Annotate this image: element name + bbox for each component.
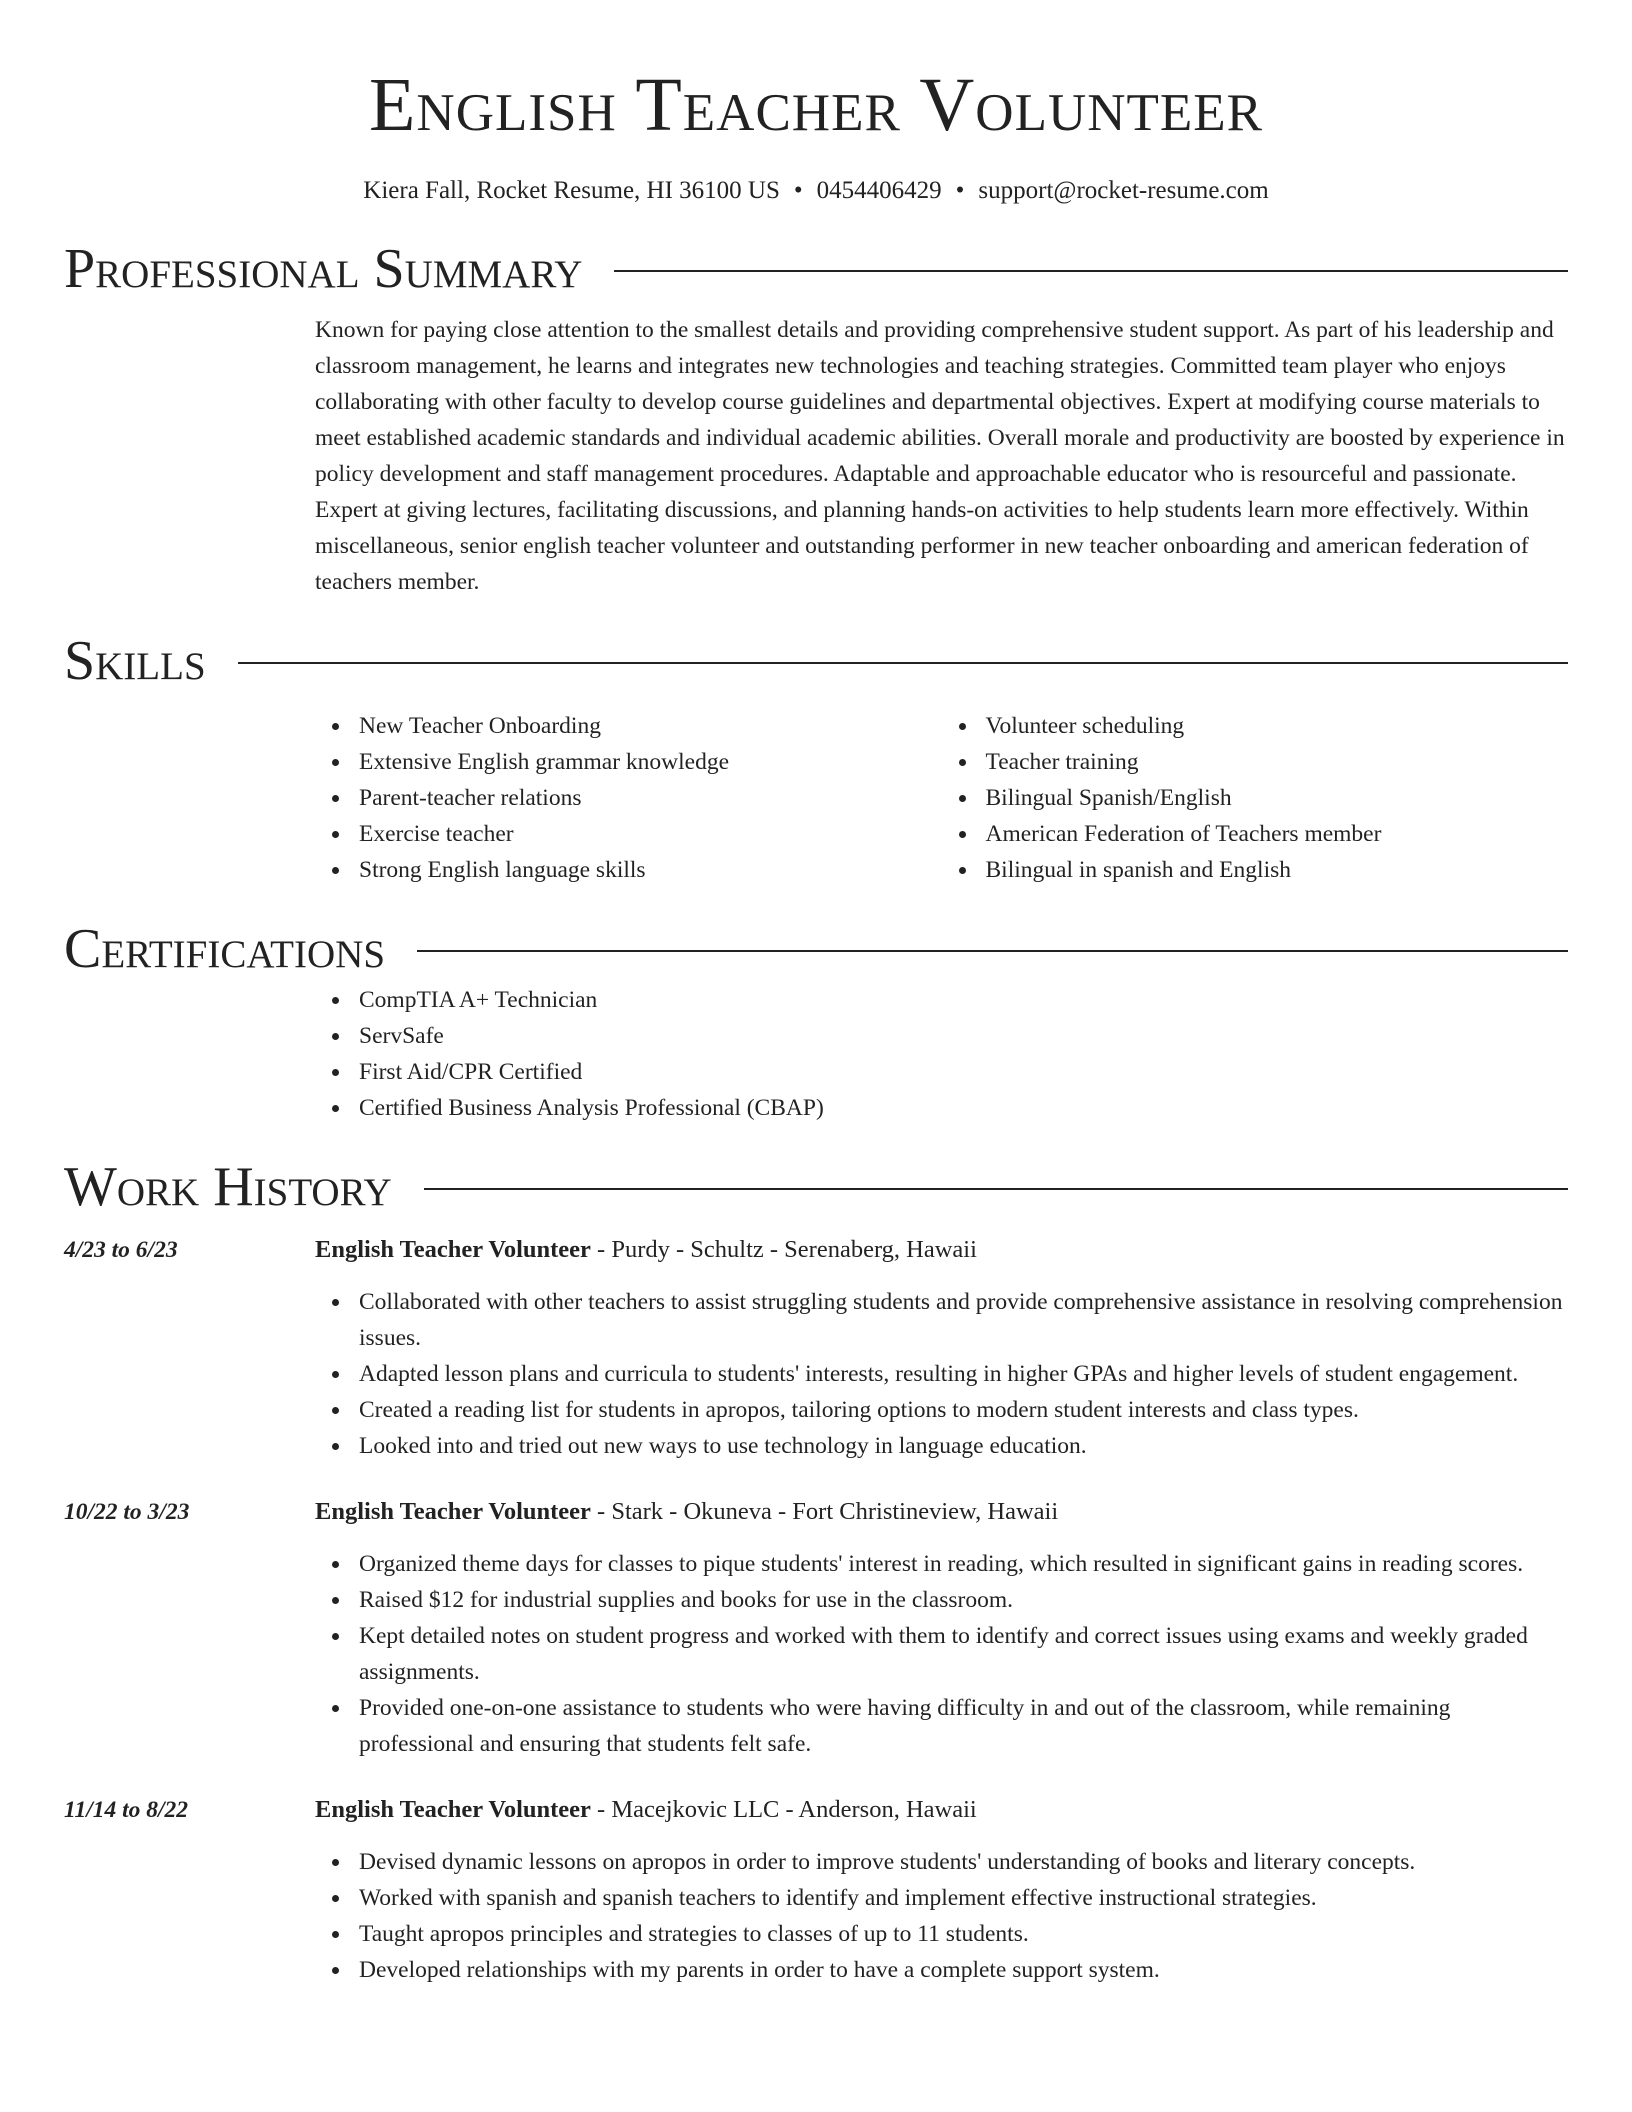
job-dates: 4/23 to 6/23 [64, 1237, 178, 1263]
skills-section [315, 708, 1568, 888]
job-bullets [315, 1284, 1568, 1464]
job-title: English Teacher Volunteer [315, 1796, 591, 1823]
skill-item: Parent-teacher relations [359, 780, 942, 816]
skill-item: New Teacher Onboarding [359, 708, 942, 744]
skill-item: Teacher training [986, 744, 1569, 780]
job-dates: 10/22 to 3/23 [64, 1499, 190, 1525]
contact-line [64, 174, 1568, 208]
job-entry [64, 1494, 1568, 1762]
certifications-section [315, 982, 1568, 1126]
certifications-list [315, 982, 1568, 1126]
job-bullet: Devised dynamic lessons on apropos in order to improve students' understanding of books and literary concepts. [359, 1844, 1568, 1880]
job-entry [64, 1232, 1568, 1464]
section-divider [424, 1188, 1568, 1190]
job-details [315, 1232, 1568, 1464]
job-bullet: Created a reading list for students in apropos, tailoring options to modern student interests and class types. [359, 1392, 1568, 1428]
job-bullet: Looked into and tried out new ways to use technology in language education. [359, 1428, 1568, 1464]
certification-item: First Aid/CPR Certified [359, 1054, 1568, 1090]
certification-item: ServSafe [359, 1018, 1568, 1054]
job-employer: - Macejkovic LLC - Anderson, Hawaii [590, 1796, 977, 1823]
skills-section-header [64, 628, 1568, 694]
skill-item: Bilingual Spanish/English [986, 780, 1569, 816]
job-bullet: Developed relationships with my parents in order to have a complete support system. [359, 1952, 1568, 1988]
section-divider [417, 950, 1568, 952]
job-bullet: Worked with spanish and spanish teachers to identify and implement effective instructional strategies. [359, 1880, 1568, 1916]
job-bullet: Raised $12 for industrial supplies and books for use in the classroom. [359, 1582, 1568, 1618]
job-bullet: Collaborated with other teachers to assist struggling students and provide comprehensive assistance in resolving comprehension issues. [359, 1284, 1568, 1356]
resume-title: English Teacher Volunteer [369, 63, 1263, 147]
job-bullet: Adapted lesson plans and curricula to students' interests, resulting in higher GPAs and higher levels of student engagement. [359, 1356, 1568, 1392]
job-title-line [315, 1792, 1568, 1828]
contact-separator: • [793, 177, 803, 204]
contact-email[interactable]: support@rocket-resume.com [978, 177, 1269, 204]
job-bullet: Organized theme days for classes to pique students' interest in reading, which resulted in significant gains in reading scores. [359, 1546, 1568, 1582]
job-title: English Teacher Volunteer [315, 1236, 591, 1263]
job-bullet: Taught apropos principles and strategies to classes of up to 11 students. [359, 1916, 1568, 1952]
skills-list-right [942, 708, 1569, 888]
resume-page [64, 0, 1568, 1988]
section-divider [614, 270, 1568, 272]
skill-item: Strong English language skills [359, 852, 942, 888]
job-bullet: Kept detailed notes on student progress and worked with them to identify and correct issues using exams and weekly graded assignments. [359, 1618, 1568, 1690]
contact-phone: 0454406429 [816, 177, 942, 204]
summary-heading: Professional Summary [64, 238, 583, 300]
job-employer: - Purdy - Schultz - Serenaberg, Hawaii [590, 1236, 977, 1263]
skill-item: American Federation of Teachers member [986, 816, 1569, 852]
certification-item: CompTIA A+ Technician [359, 982, 1568, 1018]
job-bullet: Provided one-on-one assistance to students who were having difficulty in and out of the classroom, while remaining professional and ensuring that students felt safe. [359, 1690, 1568, 1762]
job-title-line [315, 1232, 1568, 1268]
job-details [315, 1494, 1568, 1762]
skill-item: Extensive English grammar knowledge [359, 744, 942, 780]
job-employer: - Stark - Okuneva - Fort Christineview, Hawaii [590, 1498, 1059, 1525]
contact-separator: • [955, 177, 965, 204]
skills-list-left [315, 708, 942, 888]
skill-item: Exercise teacher [359, 816, 942, 852]
certification-item: Certified Business Analysis Professional (CBAP) [359, 1090, 1568, 1126]
certifications-section-header [64, 916, 1568, 982]
contact-address: Kiera Fall, Rocket Resume, HI 36100 US [363, 177, 780, 204]
skills-heading: Skills [64, 630, 206, 692]
job-dates: 11/14 to 8/22 [64, 1797, 189, 1823]
job-title-line [315, 1494, 1568, 1530]
work-history-section-header [64, 1154, 1568, 1220]
summary-text: Known for paying close attention to the smallest details and providing comprehensive student support. As part of his leadership and classroom management, he learns and integrates new technologies and teaching strategies. Committed team player who enjoys collaborating with other faculty to develop course guidelines and departmental objectives. Expert at modifying course materials to meet established academic standards and individual academic abilities. Overall morale and productivity are boosted by experience in policy development and staff management procedures. Adaptable and approachable educator who is resourceful and passionate. Expert at giving lectures, facilitating discussions, and planning hands-on activities to help students learn more effectively. Within miscellaneous, senior english teacher volunteer and outstanding performer in new teacher onboarding and american federation of teachers member. [315, 317, 1565, 595]
section-divider [238, 662, 1568, 664]
skill-item: Bilingual in spanish and English [986, 852, 1569, 888]
certifications-heading: Certifications [64, 918, 386, 980]
job-entry [64, 1792, 1568, 1988]
job-bullets [315, 1546, 1568, 1762]
summary-section-header [64, 236, 1568, 302]
job-details [315, 1792, 1568, 1988]
summary-section [315, 312, 1568, 600]
skill-item: Volunteer scheduling [986, 708, 1569, 744]
skills-grid [315, 708, 1568, 888]
work-history-heading: Work History [64, 1156, 392, 1218]
job-bullets [315, 1844, 1568, 1988]
job-title: English Teacher Volunteer [315, 1498, 591, 1525]
